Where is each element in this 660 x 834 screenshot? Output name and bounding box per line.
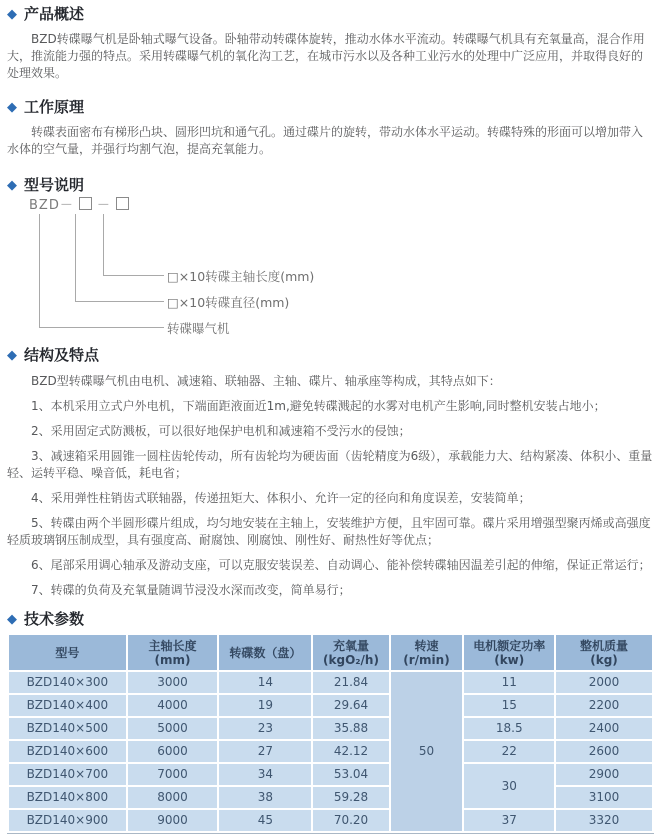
diamond-bullet-icon: ◆ [7, 611, 17, 627]
cell-weight: 3320 [556, 810, 652, 831]
features-intro: BZD型转碟曝气机由电机、减速箱、联轴器、主轴、碟片、轴承座等构成，其特点如下： [31, 374, 501, 388]
model-dash: － [96, 198, 111, 213]
section-title-overview-text: 产品概述 [24, 5, 85, 23]
cell-model: BZD140×800 [9, 787, 126, 808]
column-header-model: 型号 [9, 635, 126, 670]
section-title-specs-text: 技术参数 [24, 610, 85, 628]
table-row [9, 718, 652, 739]
cell-discs: 45 [219, 810, 311, 831]
section-title-model [7, 175, 654, 195]
diamond-bullet-icon: ◆ [7, 347, 17, 363]
section-title-specs [7, 609, 654, 629]
section-title-features-text: 结构及特点 [24, 346, 100, 364]
cell-power-merged: 30 [464, 764, 554, 808]
cell-power: 15 [464, 695, 554, 716]
cell-length: 3000 [128, 672, 218, 693]
model-label-shaft-length: □×10转碟主轴长度(mm) [167, 269, 315, 284]
cell-length: 9000 [128, 810, 218, 831]
cell-discs: 23 [219, 718, 311, 739]
column-header-speed: 转速 (r/min) [391, 635, 463, 670]
model-prefix: BZD [29, 198, 60, 213]
diamond-bullet-icon: ◆ [7, 6, 17, 22]
cell-weight: 2000 [556, 672, 652, 693]
cell-discs: 19 [219, 695, 311, 716]
feature-item-6: 6、尾部采用调心轴承及游动支座，可以克服安装误差、自动调心、能补偿转碟轴因温差引起的伸缩，保证正常运行； [31, 558, 651, 572]
cell-oxygen: 21.84 [313, 672, 388, 693]
model-placeholder-box [79, 197, 92, 210]
cell-discs: 14 [219, 672, 311, 693]
section-title-model-text: 型号说明 [24, 176, 85, 194]
cell-model: BZD140×700 [9, 764, 126, 785]
cell-model: BZD140×900 [9, 810, 126, 831]
cell-discs: 34 [219, 764, 311, 785]
cell-length: 8000 [128, 787, 218, 808]
cell-length: 6000 [128, 741, 218, 762]
feature-item-2: 2、采用固定式防溅板，可以很好地保护电机和减速箱不受污水的侵蚀； [31, 424, 411, 438]
cell-power: 22 [464, 741, 554, 762]
table-row [9, 695, 652, 716]
feature-item-1: 1、本机采用立式户外电机，下端面距液面近1m,避免转碟溅起的水雾对电机产生影响,同时整机安装占地小； [31, 399, 606, 413]
diamond-bullet-icon: ◆ [7, 177, 17, 193]
cell-oxygen: 70.20 [313, 810, 388, 831]
table-row [9, 810, 652, 831]
feature-item-7: 7、转碟的负荷及充氧量随调节浸没水深而改变，简单易行； [31, 583, 351, 597]
cell-oxygen: 53.04 [313, 764, 388, 785]
specs-table [7, 633, 654, 834]
cell-model: BZD140×300 [9, 672, 126, 693]
table-row [9, 741, 652, 762]
cell-model: BZD140×400 [9, 695, 126, 716]
cell-weight: 2400 [556, 718, 652, 739]
cell-weight: 2600 [556, 741, 652, 762]
column-header-motor-power: 电机额定功率 (kw) [464, 635, 554, 670]
column-header-shaft-length: 主轴长度 (mm) [128, 635, 218, 670]
model-dash: － [59, 198, 74, 213]
cell-length: 7000 [128, 764, 218, 785]
table-row [9, 672, 652, 693]
cell-model: BZD140×600 [9, 741, 126, 762]
cell-oxygen: 59.28 [313, 787, 388, 808]
cell-power: 11 [464, 672, 554, 693]
model-label-disc-diameter: □×10转碟直径(mm) [167, 295, 290, 310]
feature-item-5: 5、转碟由两个半圆形碟片组成，均匀地安装在主轴上，安装维护方便，且牢固可靠。碟片采用增强型聚丙烯或高强度轻质玻璃钢压制成型，具有强度高、耐腐蚀、刚腐蚀、刚性好、耐热性好等优点； [7, 516, 651, 547]
cell-oxygen: 35.88 [313, 718, 388, 739]
section-title-features [7, 345, 654, 365]
principle-paragraph: 转碟表面密布有梯形凸块、圆形凹坑和通气孔。通过碟片的旋转，带动水体水平运动。转碟特殊的形面可以增加带入水体的空气量，并强行均割气泡，提高充氧能力。 [7, 125, 644, 156]
model-code-diagram [7, 197, 654, 339]
cell-weight: 2900 [556, 764, 652, 785]
model-code-formula [29, 197, 134, 214]
features-list [7, 373, 654, 599]
overview-paragraph: BZD转碟曝气机是卧轴式曝气设备。卧轴带动转碟体旋转，推动水体水平流动。转碟曝气机具有充氧量高，混合作用大，推流能力强的特点。采用转碟曝气机的氧化沟工艺，在城市污水以及各种工业污水的处理中广泛应用，并取得良好的处理效果。 [7, 32, 645, 80]
cell-speed-merged: 50 [391, 672, 463, 831]
section-title-principle [7, 97, 654, 117]
cell-model: BZD140×500 [9, 718, 126, 739]
cell-discs: 38 [219, 787, 311, 808]
model-placeholder-box [116, 197, 129, 210]
cell-length: 4000 [128, 695, 218, 716]
section-title-overview [7, 4, 654, 24]
column-header-disc-count: 转碟数（盘） [219, 635, 311, 670]
table-row [9, 764, 652, 785]
feature-item-4: 4、采用弹性柱销齿式联轴器，传递扭矩大、体积小、允许一定的径向和角度误差，安装简单； [31, 491, 531, 505]
model-label-machine-name: 转碟曝气机 [167, 321, 230, 336]
cell-power: 18.5 [464, 718, 554, 739]
diagram-connector-line [103, 214, 164, 276]
cell-weight: 2200 [556, 695, 652, 716]
cell-oxygen: 42.12 [313, 741, 388, 762]
section-title-principle-text: 工作原理 [24, 98, 85, 116]
feature-item-3: 3、减速箱采用圆锥一圆柱齿轮传动，所有齿轮均为硬齿面（齿轮精度为6级），承载能力大、结构紧凑、体积小、重量轻、运转平稳、噪音低，耗电省； [7, 449, 653, 480]
cell-oxygen: 29.64 [313, 695, 388, 716]
specs-header-row [9, 635, 652, 670]
column-header-oxygen: 充氧量 (kgO₂/h) [313, 635, 388, 670]
cell-discs: 27 [219, 741, 311, 762]
cell-weight: 3100 [556, 787, 652, 808]
column-header-weight: 整机质量 (kg) [556, 635, 652, 670]
cell-length: 5000 [128, 718, 218, 739]
diamond-bullet-icon: ◆ [7, 99, 17, 115]
cell-power: 37 [464, 810, 554, 831]
